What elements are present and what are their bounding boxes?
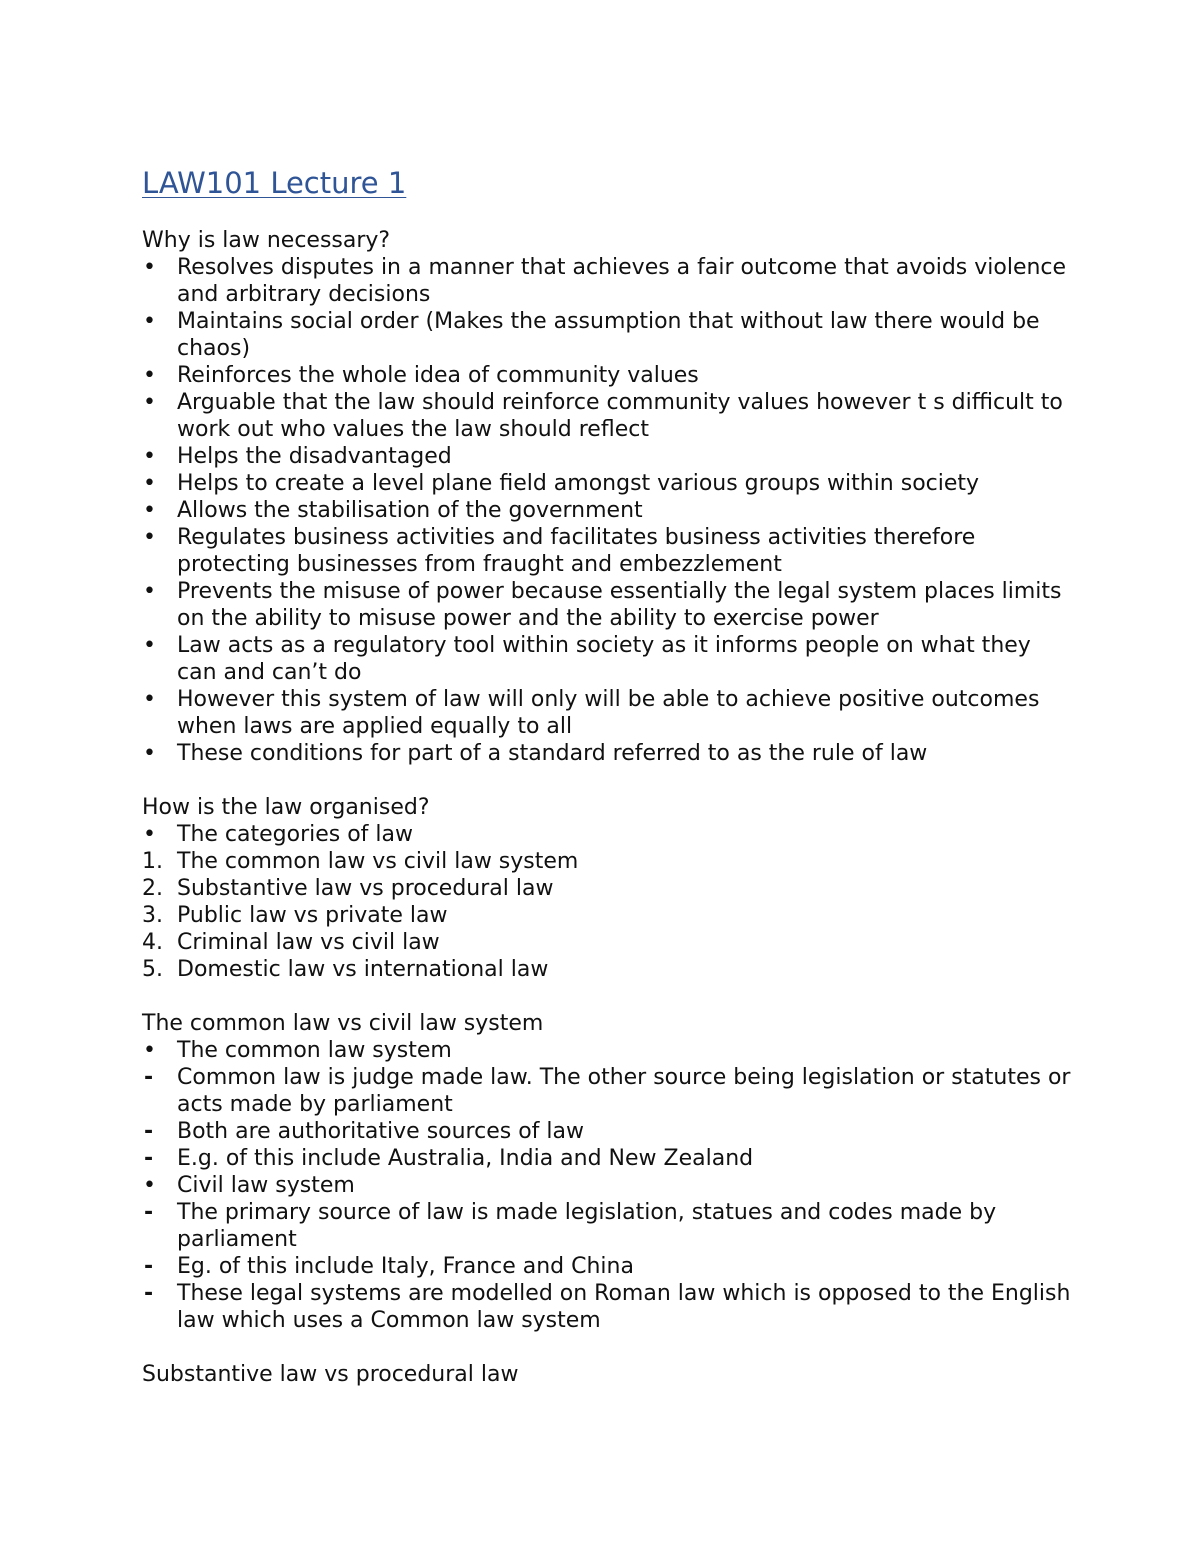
list-item (142, 875, 1072, 902)
list-item-text: Maintains social order (Makes the assumption that without law there would be chaos) (177, 309, 1040, 361)
list-item (142, 740, 1072, 767)
section (142, 1010, 1072, 1334)
bullet-marker: • (143, 579, 156, 604)
section (142, 794, 1072, 983)
dash-marker: - (144, 1065, 154, 1090)
list-item (142, 389, 1072, 443)
bullet-marker: • (143, 363, 156, 388)
bullet-marker: • (143, 444, 156, 469)
list-item-text: Law acts as a regulatory tool within society as it informs people on what they can and can’t do (177, 633, 1031, 685)
list-item (142, 632, 1072, 686)
section-heading: Why is law necessary? (142, 228, 391, 253)
number-marker: 3. (142, 903, 163, 928)
list-item-text: Both are authoritative sources of law (177, 1119, 584, 1144)
bullet-marker: • (143, 309, 156, 334)
list-item-text: Arguable that the law should reinforce community values however t s difficult to work out who values the law should reflect (177, 390, 1063, 442)
number-marker: 2. (142, 876, 163, 901)
dash-marker: - (144, 1254, 154, 1279)
bullet-marker: • (143, 390, 156, 415)
list-item (142, 524, 1072, 578)
section-list (142, 1037, 1072, 1334)
bullet-marker: • (143, 1038, 156, 1063)
number-marker: 1. (142, 849, 163, 874)
list-item-text: Helps to create a level plane field amongst various groups within society (177, 471, 980, 496)
list-item (142, 1037, 1072, 1064)
list-item-text: E.g. of this include Australia, India and New Zealand (177, 1146, 754, 1171)
document-body (142, 227, 1072, 1388)
section-heading: How is the law organised? (142, 795, 430, 820)
list-item (142, 443, 1072, 470)
document-title: LAW101 Lecture 1 (142, 166, 407, 200)
list-item-text: The categories of law (177, 822, 414, 847)
list-item-text: The common law system (177, 1038, 452, 1063)
list-item (142, 1280, 1072, 1334)
document-page (142, 165, 1072, 1415)
list-item (142, 470, 1072, 497)
list-item-text: The common law vs civil law system (177, 849, 579, 874)
list-item (142, 1118, 1072, 1145)
list-item (142, 308, 1072, 362)
list-item-text: However this system of law will only will be able to achieve positive outcomes when laws are applied equally to all (177, 687, 1040, 739)
list-item (142, 821, 1072, 848)
bullet-marker: • (143, 741, 156, 766)
list-item (142, 1253, 1072, 1280)
bullet-marker: • (143, 498, 156, 523)
list-item (142, 578, 1072, 632)
list-item-text: Substantive law vs procedural law (177, 876, 554, 901)
list-item (142, 902, 1072, 929)
list-item-text: These conditions for part of a standard referred to as the rule of law (177, 741, 928, 766)
list-item-text: Resolves disputes in a manner that achieves a fair outcome that avoids violence and arbitrary decisions (177, 255, 1067, 307)
bullet-marker: • (143, 471, 156, 496)
list-item (142, 1064, 1072, 1118)
dash-marker: - (144, 1119, 154, 1144)
list-item-text: Helps the disadvantaged (177, 444, 452, 469)
number-marker: 5. (142, 957, 163, 982)
list-item-text: Eg. of this include Italy, France and China (177, 1254, 634, 1279)
bullet-marker: • (143, 1173, 156, 1198)
section (142, 227, 1072, 767)
list-item-text: Prevents the misuse of power because essentially the legal system places limits on the ability to misuse power and the ability to exercise power (177, 579, 1062, 631)
list-item-text: Domestic law vs international law (177, 957, 549, 982)
list-item (142, 1199, 1072, 1253)
list-item (142, 1145, 1072, 1172)
section-list (142, 821, 1072, 983)
bullet-marker: • (143, 822, 156, 847)
bullet-marker: • (143, 633, 156, 658)
list-item-text: Allows the stabilisation of the government (177, 498, 643, 523)
list-item (142, 1172, 1072, 1199)
list-item-text: These legal systems are modelled on Roman law which is opposed to the English law which uses a Common law system (177, 1281, 1071, 1333)
list-item-text: Regulates business activities and facilitates business activities therefore protecting businesses from fraught and embezzlement (177, 525, 976, 577)
section-heading: The common law vs civil law system (142, 1011, 544, 1036)
dash-marker: - (144, 1146, 154, 1171)
number-marker: 4. (142, 930, 163, 955)
list-item (142, 686, 1072, 740)
section-list (142, 254, 1072, 767)
section-heading: Substantive law vs procedural law (142, 1362, 519, 1387)
list-item (142, 254, 1072, 308)
bullet-marker: • (143, 687, 156, 712)
list-item-text: Criminal law vs civil law (177, 930, 440, 955)
list-item (142, 497, 1072, 524)
list-item (142, 848, 1072, 875)
list-item (142, 929, 1072, 956)
list-item-text: The primary source of law is made legislation, statues and codes made by parliament (177, 1200, 997, 1252)
list-item-text: Civil law system (177, 1173, 355, 1198)
list-item-text: Common law is judge made law. The other source being legislation or statutes or acts made by parliament (177, 1065, 1071, 1117)
dash-marker: - (144, 1200, 154, 1225)
bullet-marker: • (143, 255, 156, 280)
list-item-text: Public law vs private law (177, 903, 448, 928)
list-item-text: Reinforces the whole idea of community values (177, 363, 699, 388)
bullet-marker: • (143, 525, 156, 550)
dash-marker: - (144, 1281, 154, 1306)
list-item (142, 956, 1072, 983)
section (142, 1361, 1072, 1388)
list-item (142, 362, 1072, 389)
